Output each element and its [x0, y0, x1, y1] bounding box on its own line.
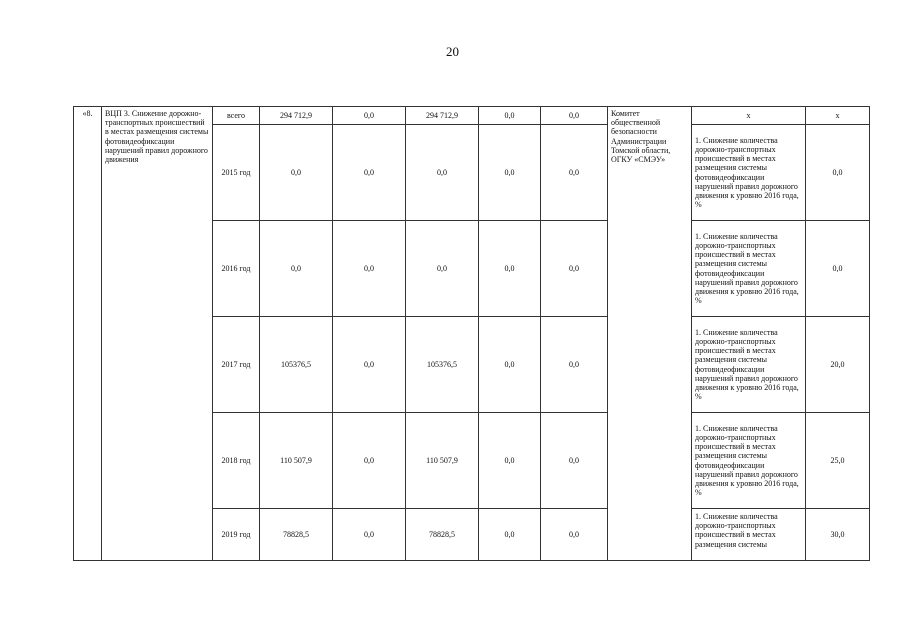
indicator-value: 25,0: [806, 413, 870, 509]
indicator-value: 0,0: [806, 221, 870, 317]
executor: Комитет общественной безопасности Администрации Томской области, ОГКУ «СМЭУ»: [608, 107, 692, 561]
cell-value: 0,0: [333, 413, 406, 509]
cell-value: 294 712,9: [406, 107, 479, 125]
cell-value: 0,0: [541, 413, 608, 509]
indicator-value: 20,0: [806, 317, 870, 413]
cell-value: 0,0: [333, 221, 406, 317]
cell-value: 105376,5: [260, 317, 333, 413]
cell-value: 0,0: [333, 125, 406, 221]
cell-value: 110 507,9: [406, 413, 479, 509]
cell-value: 0,0: [260, 221, 333, 317]
indicator-value: x: [806, 107, 870, 125]
cell-value: 0,0: [333, 317, 406, 413]
cell-value: 0,0: [406, 221, 479, 317]
year-label: 2019 год: [213, 509, 260, 561]
cell-value: 0,0: [541, 107, 608, 125]
indicator-text: 1. Снижение количества дорожно-транспортных происшествий в местах размещения системы фотовидеофиксации нарушений правил дорожного движения к уровню 2016 года, %: [692, 221, 806, 317]
cell-value: 0,0: [479, 221, 541, 317]
row-index: «8.: [74, 107, 102, 561]
indicator-text: 1. Снижение количества дорожно-транспортных происшествий в местах размещения системы фотовидеофиксации нарушений правил дорожного движения к уровню 2016 года, %: [692, 317, 806, 413]
year-label: 2018 год: [213, 413, 260, 509]
indicator-value: 0,0: [806, 125, 870, 221]
indicator-text: x: [692, 107, 806, 125]
cell-value: 0,0: [479, 509, 541, 561]
cell-value: 78828,5: [260, 509, 333, 561]
cell-value: 0,0: [479, 317, 541, 413]
cell-value: 0,0: [541, 317, 608, 413]
cell-value: 78828,5: [406, 509, 479, 561]
cell-value: 0,0: [406, 125, 479, 221]
year-label: 2015 год: [213, 125, 260, 221]
table-row: [74, 107, 870, 125]
cell-value: 0,0: [479, 125, 541, 221]
year-label: всего: [213, 107, 260, 125]
cell-value: 0,0: [479, 413, 541, 509]
cell-value: 0,0: [541, 509, 608, 561]
cell-value: 0,0: [333, 107, 406, 125]
cell-value: 294 712,9: [260, 107, 333, 125]
cell-value: 0,0: [333, 509, 406, 561]
cell-value: 0,0: [479, 107, 541, 125]
cell-value: 0,0: [541, 221, 608, 317]
year-label: 2016 год: [213, 221, 260, 317]
year-label: 2017 год: [213, 317, 260, 413]
program-title: ВЦП 3. Снижение дорожно-транспортных происшествий в местах размещения системы фотовидеофиксации нарушений правил дорожного движения: [102, 107, 213, 561]
indicator-text: 1. Снижение количества дорожно-транспортных происшествий в местах размещения системы фотовидеофиксации нарушений правил дорожного движения к уровню 2016 года, %: [692, 125, 806, 221]
cell-value: 110 507,9: [260, 413, 333, 509]
page-number: 20: [446, 44, 459, 59]
cell-value: 105376,5: [406, 317, 479, 413]
cell-value: 0,0: [541, 125, 608, 221]
indicator-value: 30,0: [806, 509, 870, 561]
indicator-text: 1. Снижение количества дорожно-транспортных происшествий в местах размещения системы фотовидеофиксации нарушений правил дорожного движения к уровню 2016 года, %: [692, 413, 806, 509]
indicator-text: 1. Снижение количества дорожно-транспортных происшествий в местах размещения системы: [692, 509, 806, 561]
cell-value: 0,0: [260, 125, 333, 221]
program-table: [73, 106, 870, 561]
